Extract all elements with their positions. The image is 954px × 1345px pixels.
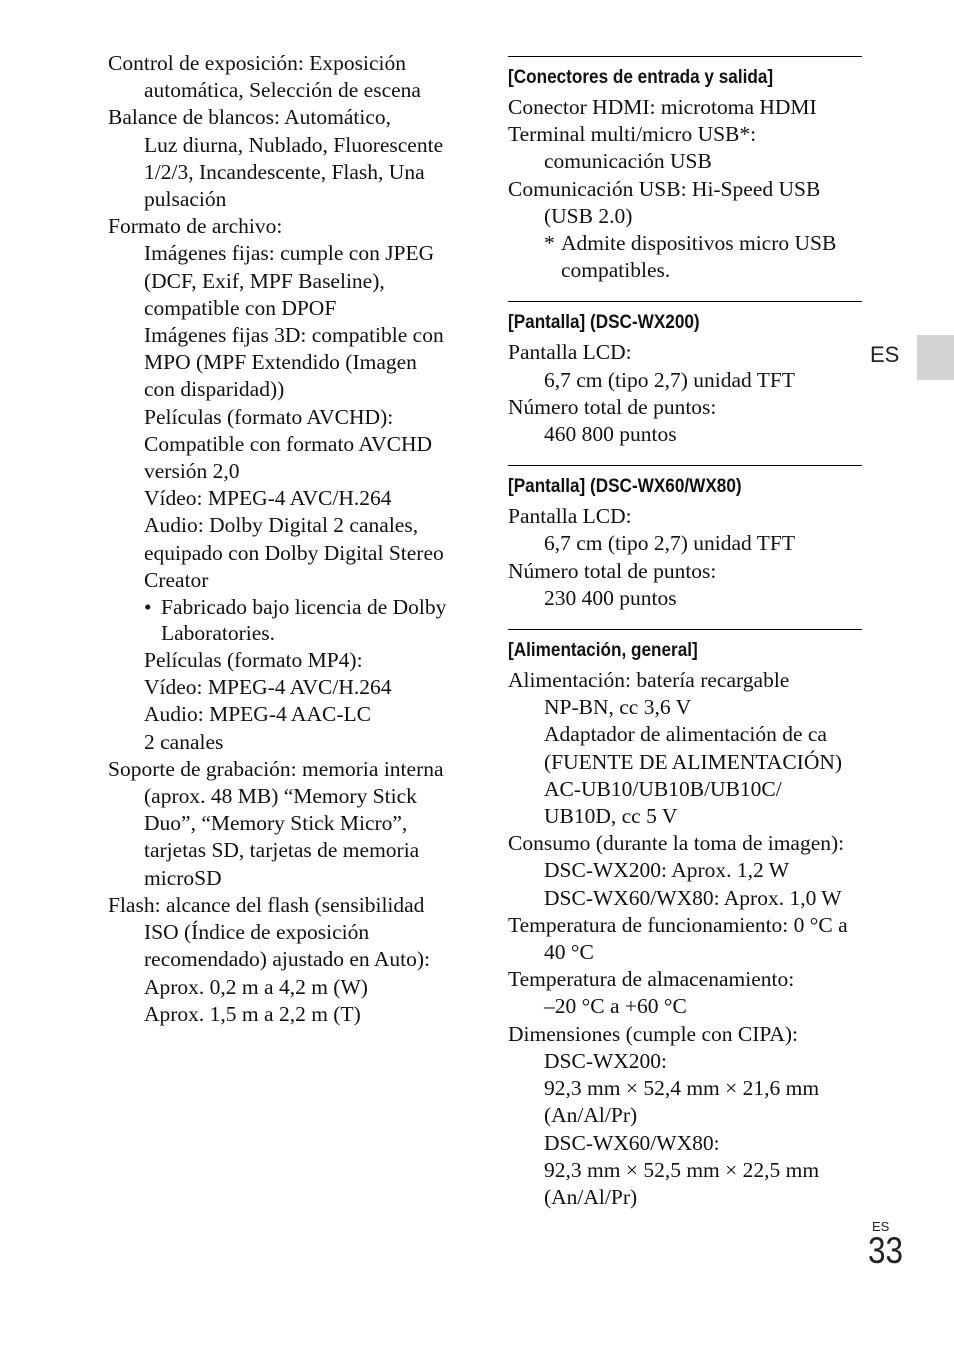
note-continuation: Laboratories.: [161, 621, 276, 646]
spec-detail-line: 6,7 cm (tipo 2,7) unidad TFT: [544, 531, 796, 556]
spec-section: [508, 465, 862, 612]
spec-detail-line: Películas (formato MP4):: [144, 648, 363, 673]
note-text: Fabricado bajo licencia de Dolby: [161, 595, 447, 620]
spec-detail-line: Vídeo: MPEG-4 AVC/H.264: [144, 675, 392, 700]
spec-detail-line: Compatible con formato AVCHD: [144, 431, 433, 456]
spec-detail-line: equipado con Dolby Digital Stereo: [144, 540, 444, 565]
section-heading: [Alimentación, general]: [508, 639, 698, 662]
spec-section: [508, 629, 862, 1211]
spec-detail-line: MPO (MPF Extendido (Imagen: [144, 350, 417, 375]
asterisk-mark: *: [544, 231, 555, 256]
bullet-mark: •: [144, 595, 152, 620]
spec-detail-line: (An/Al/Pr): [544, 1184, 638, 1209]
language-tab-label: ES: [870, 342, 900, 367]
right-column: [508, 56, 862, 1228]
spec-detail-line: Adaptador de alimentación de ca: [544, 722, 827, 747]
spec-detail-line: tarjetas SD, tarjetas de memoria: [144, 838, 420, 863]
spec-detail-line: automática, Selección de escena: [144, 78, 421, 103]
spec-line: Número total de puntos:: [508, 394, 717, 419]
spec-detail-line: ISO (Índice de exposición: [144, 920, 370, 945]
spec-line: Comunicación USB: Hi-Speed USB: [508, 176, 821, 201]
spec-detail-line: DSC-WX60/WX80: Aprox. 1,0 W: [544, 885, 842, 910]
spec-detail-line: comunicación USB: [544, 149, 712, 174]
spec-line: Pantalla LCD:: [508, 340, 632, 365]
spec-detail-line: Aprox. 0,2 m a 4,2 m (W): [144, 974, 368, 999]
spec-line: Soporte de grabación: memoria interna: [108, 756, 444, 781]
spec-detail-line: 40 °C: [544, 940, 594, 965]
spec-line: Pantalla LCD:: [508, 504, 632, 529]
spec-line: Flash: alcance del flash (sensibilidad: [108, 892, 425, 917]
spec-detail-line: 92,3 mm × 52,5 mm × 22,5 mm: [544, 1157, 820, 1182]
spec-detail-line: Vídeo: MPEG-4 AVC/H.264: [144, 486, 392, 511]
spec-line: Terminal multi/micro USB*:: [508, 122, 757, 147]
spec-line: Formato de archivo:: [108, 214, 283, 239]
spec-detail-line: UB10D, cc 5 V: [544, 804, 678, 829]
footnote: [508, 230, 862, 257]
spec-detail-line: 460 800 puntos: [544, 422, 677, 447]
spec-detail-line: Luz diurna, Nublado, Fluorescente: [144, 132, 444, 157]
spec-line: Consumo (durante la toma de imagen):: [508, 831, 845, 856]
spec-detail-line: (An/Al/Pr): [544, 1103, 638, 1128]
spec-detail-line: 92,3 mm × 52,4 mm × 21,6 mm: [544, 1076, 820, 1101]
note-text: Admite dispositivos micro USB: [561, 231, 837, 256]
spec-detail-line: microSD: [144, 865, 222, 890]
spec-detail-line: pulsación: [144, 187, 227, 212]
spec-line: Alimentación: batería recargable: [508, 668, 790, 693]
spec-section: [508, 301, 862, 448]
spec-detail-line: Aprox. 1,5 m a 2,2 m (T): [144, 1001, 361, 1026]
spec-detail-line: Audio: Dolby Digital 2 canales,: [144, 513, 419, 538]
spec-detail-line: 230 400 puntos: [544, 585, 677, 610]
spec-detail-line: Imágenes fijas 3D: compatible con: [144, 323, 444, 348]
note-continuation: compatibles.: [561, 258, 671, 283]
spec-detail-line: (FUENTE DE ALIMENTACIÓN): [544, 749, 843, 774]
spec-line: Dimensiones (cumple con CIPA):: [508, 1021, 799, 1046]
section-heading: [Pantalla] (DSC-WX200): [508, 311, 700, 334]
spec-detail-line: (aprox. 48 MB) “Memory Stick: [144, 784, 417, 809]
section-heading: [Pantalla] (DSC-WX60/WX80): [508, 475, 742, 498]
spec-detail-line: DSC-WX200: Aprox. 1,2 W: [544, 858, 790, 883]
spec-detail-line: con disparidad)): [144, 377, 285, 402]
footer-language: ES: [872, 1219, 890, 1234]
spec-detail-line: –20 °C a +60 °C: [544, 994, 687, 1019]
spec-detail-line: Imágenes fijas: cumple con JPEG: [144, 241, 435, 266]
spec-detail-line: NP-BN, cc 3,6 V: [544, 695, 692, 720]
spec-detail-line: versión 2,0: [144, 459, 240, 484]
spec-detail-line: (USB 2.0): [544, 203, 633, 228]
spec-detail-line: 1/2/3, Incandescente, Flash, Una: [144, 159, 425, 184]
spec-detail-line: (DCF, Exif, MPF Baseline),: [144, 268, 385, 293]
spec-line: Número total de puntos:: [508, 558, 717, 583]
left-column: [108, 50, 473, 1028]
spec-line: Conector HDMI: microtoma HDMI: [508, 95, 817, 119]
spec-detail-line: 2 canales: [144, 729, 224, 754]
language-tab: [917, 335, 954, 380]
spec-detail-line: Audio: MPEG-4 AAC-LC: [144, 702, 371, 727]
section-heading: [Conectores de entrada y salida]: [508, 66, 774, 88]
spec-detail-line: compatible con DPOF: [144, 295, 337, 320]
spec-line: Control de exposición: Exposición: [108, 51, 406, 75]
page-number: 33: [868, 1230, 903, 1271]
spec-detail-line: Películas (formato AVCHD):: [144, 404, 394, 429]
spec-line: Temperatura de funcionamiento: 0 °C a: [508, 912, 848, 937]
spec-detail-line: DSC-WX200:: [544, 1048, 668, 1073]
spec-detail-line: AC-UB10/UB10B/UB10C/: [544, 776, 782, 801]
spec-detail-line: DSC-WX60/WX80:: [544, 1130, 720, 1155]
spec-detail-line: Creator: [144, 567, 209, 592]
spec-line: Temperatura de almacenamiento:: [508, 967, 795, 992]
spec-line: Balance de blancos: Automático,: [108, 105, 391, 130]
spec-detail-line: 6,7 cm (tipo 2,7) unidad TFT: [544, 367, 796, 392]
spec-detail-line: recomendado) ajustado en Auto):: [144, 947, 430, 972]
spec-section: [508, 56, 862, 284]
bullet-note: [108, 595, 473, 620]
spec-detail-line: Duo”, “Memory Stick Micro”,: [144, 811, 408, 836]
